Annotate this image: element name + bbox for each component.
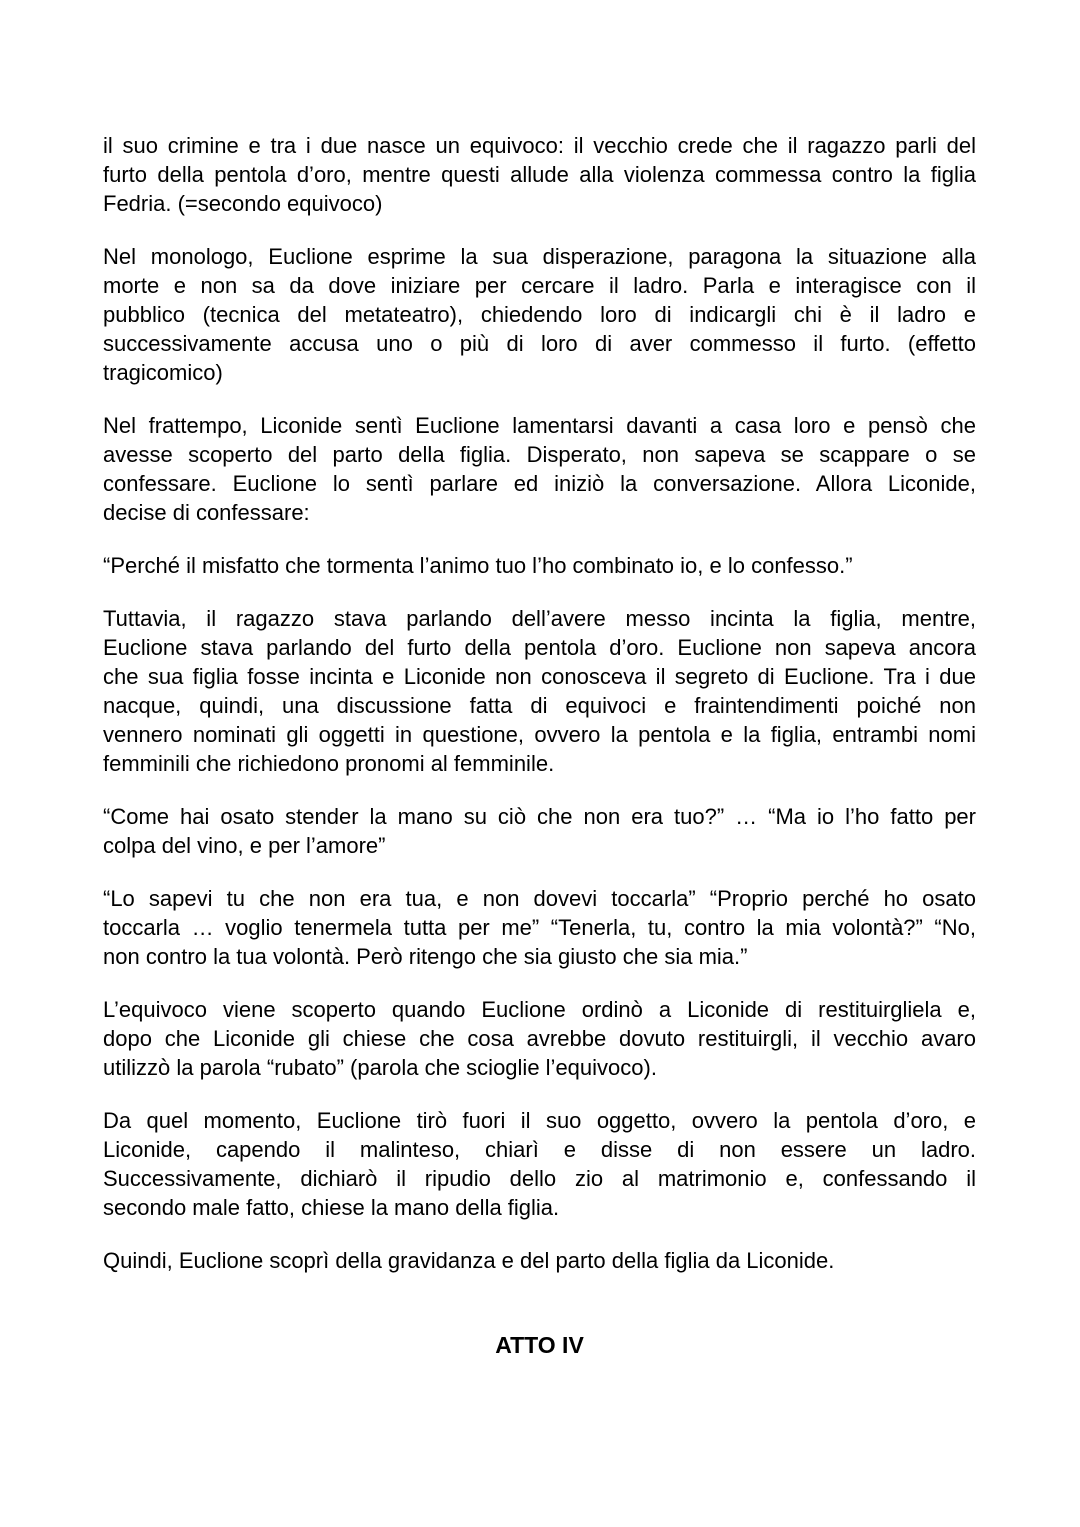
text-line: Nel monologo, Euclione esprime la sua disperazione, paragona la situazione alla: [103, 244, 976, 269]
text-line: utilizzò la parola “rubato” (parola che scioglie l’equivoco).: [103, 1055, 657, 1080]
text-line: non contro la tua volontà. Però ritengo che sia giusto che sia mia.”: [103, 944, 748, 969]
text-line: Successivamente, dichiarò il ripudio dello zio al matrimonio e, confessando il: [103, 1166, 976, 1191]
act-heading: ATTO IV: [495, 1332, 584, 1358]
text-line: Nel frattempo, Liconide sentì Euclione lamentarsi davanti a casa loro e pensò che: [103, 413, 976, 438]
text-line: “Lo sapevi tu che non era tua, e non dovevi toccarla” “Proprio perché ho osato: [103, 886, 976, 911]
paragraph: [103, 242, 976, 387]
paragraph: [103, 802, 976, 860]
text-line: L’equivoco viene scoperto quando Euclione ordinò a Liconide di restituirgliela e,: [103, 997, 976, 1022]
text-line: Fedria. (=secondo equivoco): [103, 191, 383, 216]
text-line: furto della pentola d’oro, mentre questi allude alla violenza commessa contro la figlia: [103, 162, 976, 187]
text-line: vennero nominati gli oggetti in questione, ovvero la pentola e la figlia, entrambi nomi: [103, 722, 976, 747]
text-line: toccarla … voglio tenermela tutta per me” “Tenerla, tu, contro la mia volontà?” “No,: [103, 915, 976, 940]
text-line: dopo che Liconide gli chiese che cosa avrebbe dovuto restituirgli, il vecchio avaro: [103, 1026, 976, 1051]
paragraph: [103, 411, 976, 527]
text-line: Liconide, capendo il malinteso, chiarì e disse di non essere un ladro.: [103, 1137, 976, 1162]
text-line: Tuttavia, il ragazzo stava parlando dell’avere messo incinta la figlia, mentre,: [103, 606, 976, 631]
text-line: Quindi, Euclione scoprì della gravidanza e del parto della figlia da Liconide.: [103, 1248, 835, 1273]
paragraph: [103, 995, 976, 1082]
text-line: successivamente accusa uno o più di loro di aver commesso il furto. (effetto: [103, 331, 976, 356]
text-line: avesse scoperto del parto della figlia. Disperato, non sapeva se scappare o se: [103, 442, 976, 467]
text-line: “Perché il misfatto che tormenta l’animo tuo l’ho combinato io, e lo confesso.”: [103, 553, 853, 578]
text-line: secondo male fatto, chiese la mano della figlia.: [103, 1195, 560, 1220]
text-line: “Come hai osato stender la mano su ciò che non era tuo?” … “Ma io l’ho fatto per: [103, 804, 976, 829]
paragraph: [103, 1106, 976, 1222]
text-line: Euclione stava parlando del furto della pentola d’oro. Euclione non sapeva ancora: [103, 635, 976, 660]
text-line: nacque, quindi, una discussione fatta di equivoci e fraintendimenti poiché non: [103, 693, 976, 718]
document-body: [103, 131, 976, 1275]
text-line: tragicomico): [103, 360, 223, 385]
text-line: che sua figlia fosse incinta e Liconide non conosceva il segreto di Euclione. Tra i due: [103, 664, 976, 689]
text-line: pubblico (tecnica del metateatro), chiedendo loro di indicargli chi è il ladro e: [103, 302, 976, 327]
text-line: colpa del vino, e per l’amore”: [103, 833, 386, 858]
text-line: confessare. Euclione lo sentì parlare ed iniziò la conversazione. Allora Liconide,: [103, 471, 976, 496]
text-line: Da quel momento, Euclione tirò fuori il suo oggetto, ovvero la pentola d’oro, e: [103, 1108, 976, 1133]
text-line: decise di confessare:: [103, 500, 310, 525]
paragraph: [103, 131, 976, 218]
text-line: morte e non sa da dove iniziare per cercare il ladro. Parla e interagisce con il: [103, 273, 976, 298]
text-line: il suo crimine e tra i due nasce un equivoco: il vecchio crede che il ragazzo parli del: [103, 133, 976, 158]
text-line: femminili che richiedono pronomi al femminile.: [103, 751, 555, 776]
paragraph: [103, 1246, 976, 1275]
paragraph: [103, 884, 976, 971]
paragraph: [103, 604, 976, 778]
paragraph: [103, 551, 976, 580]
